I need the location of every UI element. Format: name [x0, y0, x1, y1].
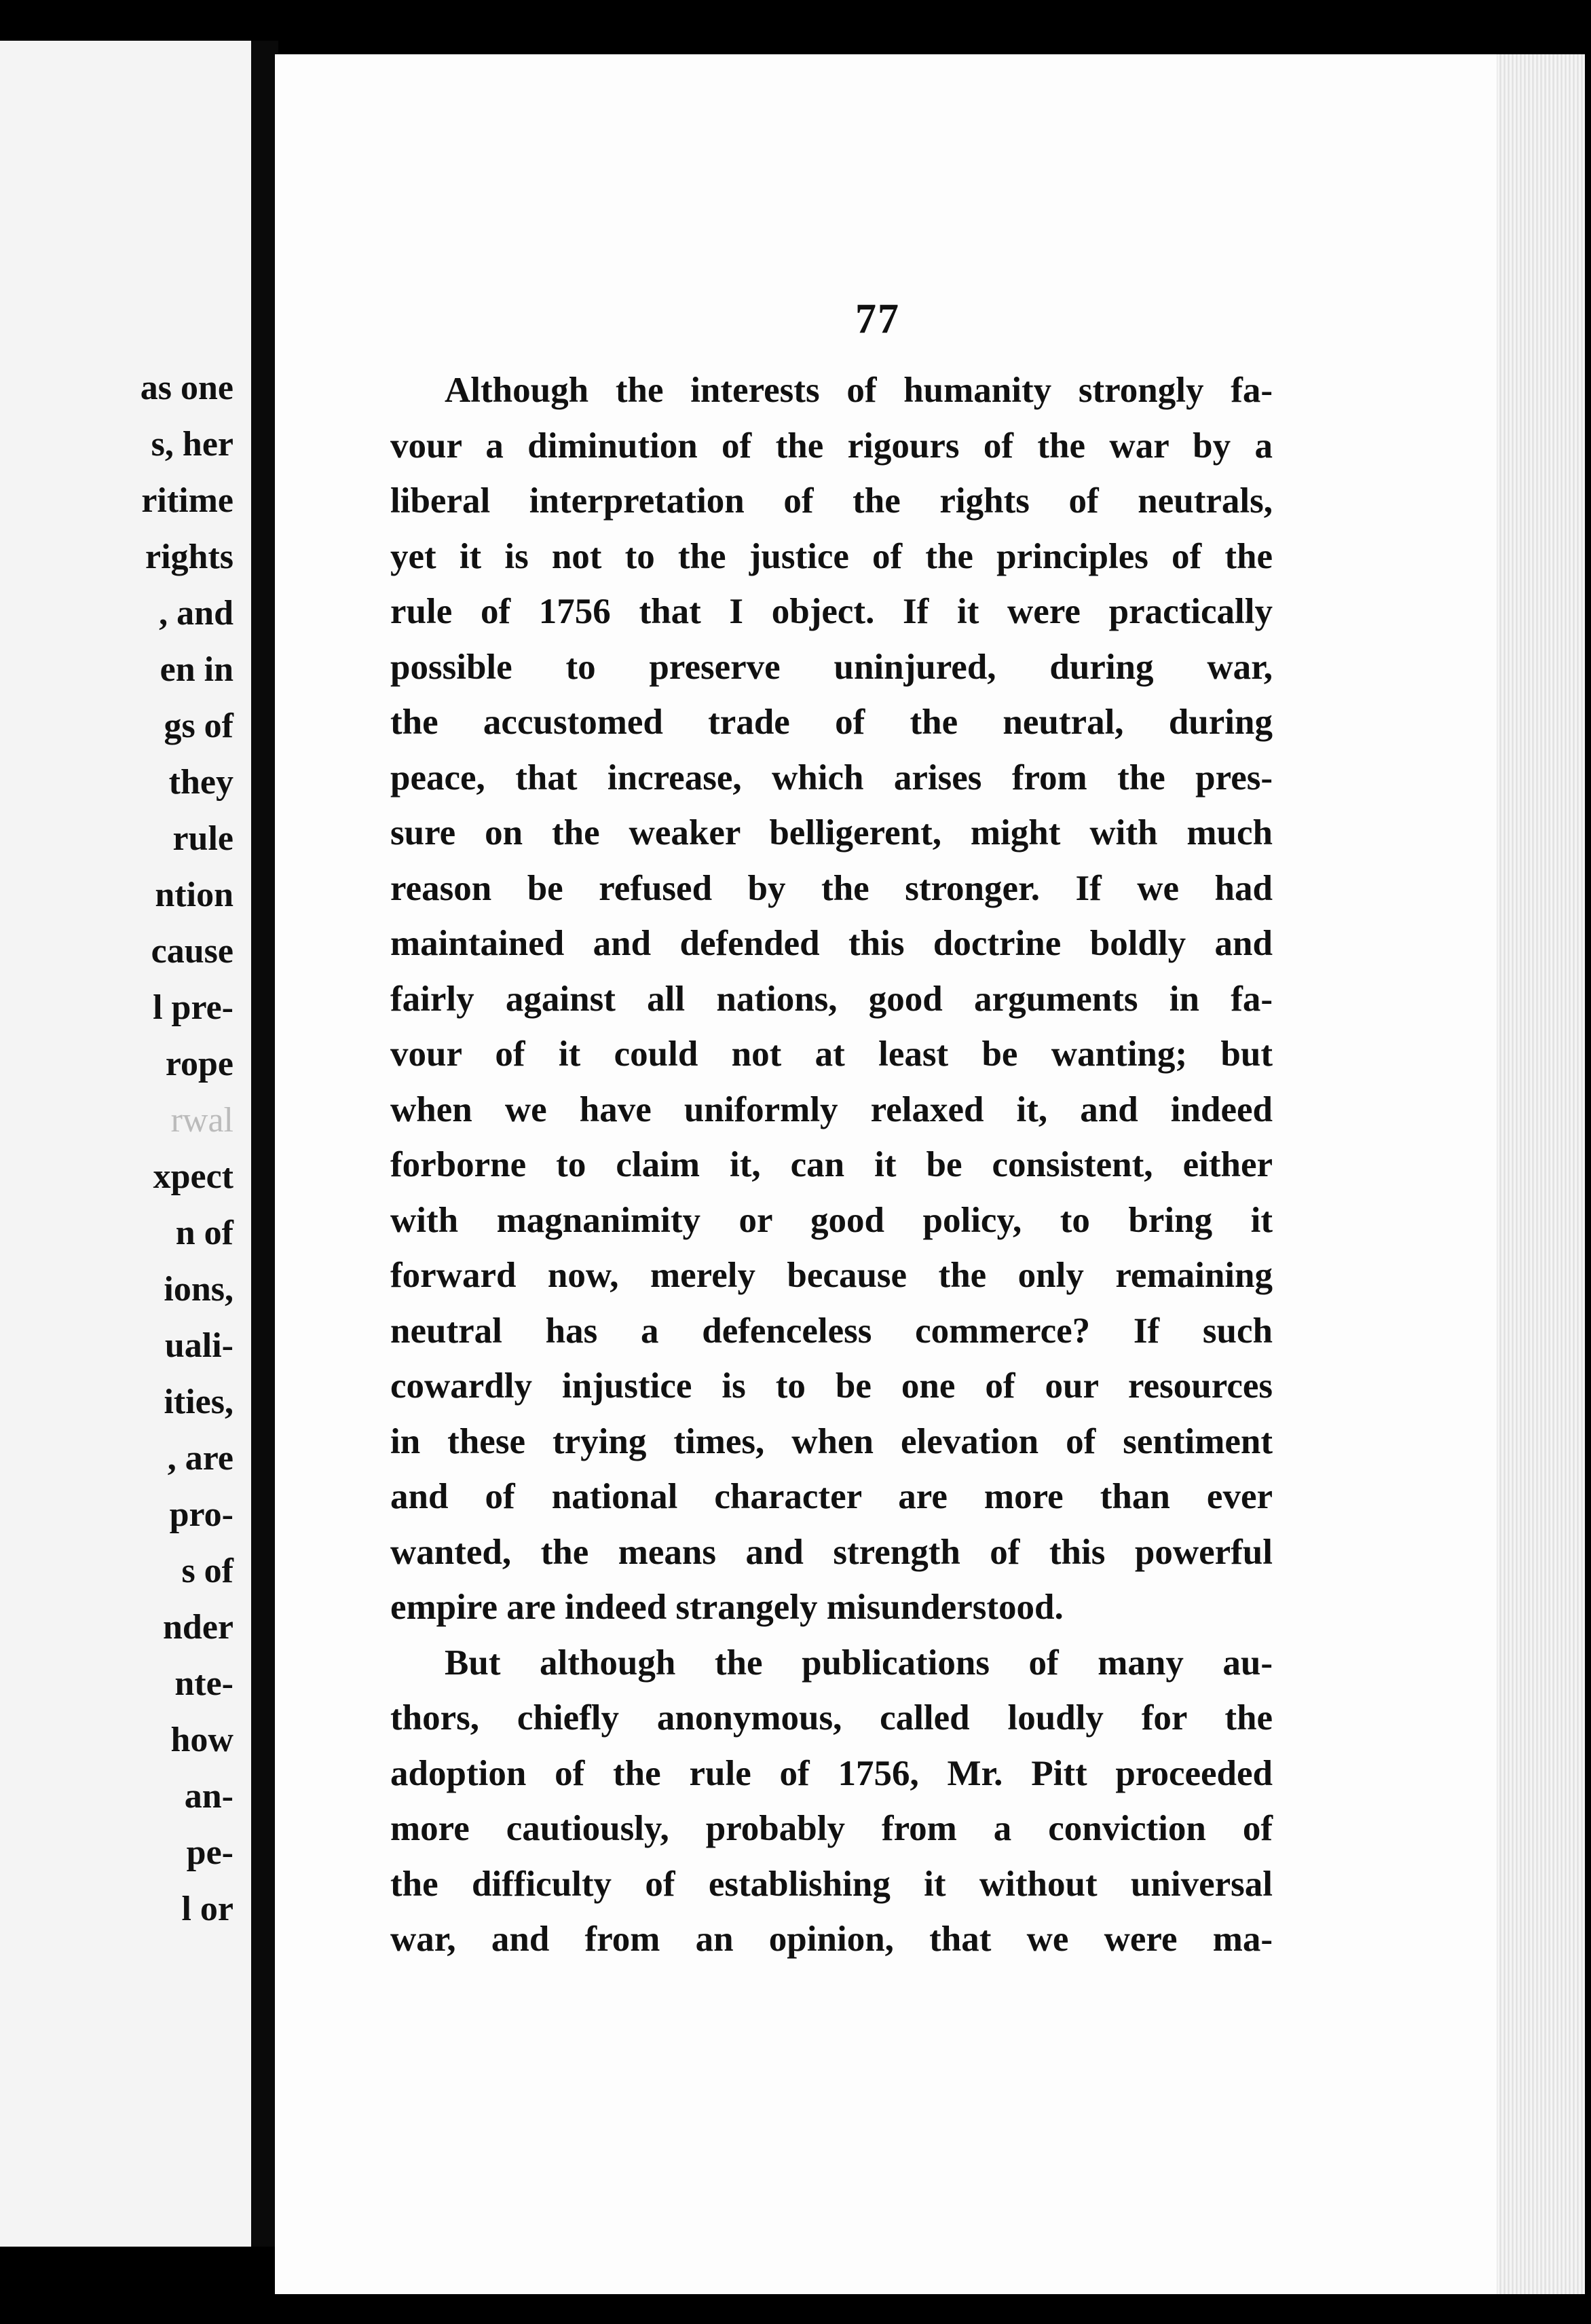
text-line: liberal interpretation of the rights of neutrals, — [390, 481, 1273, 521]
facing-line: l or — [181, 1890, 233, 1928]
text-line: wanted, the means and strength of this powerful — [390, 1532, 1273, 1572]
facing-line: rights — [145, 538, 233, 576]
book-gutter — [251, 41, 278, 2247]
text-line: forward now, merely because the only remaining — [390, 1256, 1273, 1295]
text-line: war, and from an opinion, that we were ma- — [390, 1919, 1273, 1959]
facing-line: ities, — [164, 1383, 233, 1421]
text-line: empire are indeed strangely misunderstood. — [390, 1588, 1064, 1627]
text-line: Although the interests of humanity strongly fa- — [445, 371, 1273, 410]
text-line: fairly against all nations, good arguments in fa- — [390, 979, 1273, 1019]
facing-line: rule — [172, 819, 233, 858]
facing-line: rwal — [170, 1101, 233, 1140]
text-line: sure on the weaker belligerent, might with much — [390, 813, 1273, 852]
facing-line: rope — [165, 1045, 233, 1083]
text-line: in these trying times, when elevation of sentiment — [390, 1421, 1273, 1461]
text-line: yet it is not to the justice of the principles of the — [390, 536, 1273, 576]
text-line: vour of it could not at least be wanting; but — [390, 1034, 1273, 1074]
text-line: adoption of the rule of 1756, Mr. Pitt proceeded — [390, 1753, 1273, 1793]
text-line: when we have uniformly relaxed it, and indeed — [390, 1089, 1273, 1129]
facing-line: how — [170, 1721, 233, 1759]
facing-line: xpect — [153, 1157, 233, 1196]
text-line: cowardly injustice is to be one of our resources — [390, 1366, 1273, 1406]
facing-line: s, her — [151, 425, 233, 464]
text-line: maintained and defended this doctrine boldly and — [390, 924, 1273, 963]
text-line: But although the publications of many au- — [445, 1643, 1273, 1683]
facing-line: , and — [159, 594, 233, 633]
text-line: with magnanimity or good policy, to bring it — [390, 1200, 1273, 1240]
text-line: reason be refused by the stronger. If we had — [390, 868, 1273, 908]
text-line: rule of 1756 that I object. If it were practically — [390, 592, 1273, 631]
facing-line: pe- — [186, 1833, 233, 1872]
facing-page-text — [141, 360, 233, 1937]
text-line: the accustomed trade of the neutral, during — [390, 702, 1273, 742]
text-line: thors, chiefly anonymous, called loudly for the — [390, 1698, 1273, 1738]
facing-line: n of — [175, 1214, 233, 1252]
facing-line: ritime — [141, 481, 233, 520]
facing-line: they — [168, 763, 233, 802]
body-text — [390, 363, 1585, 1968]
text-line: peace, that increase, which arises from the pres- — [390, 757, 1273, 798]
facing-line: an- — [184, 1777, 233, 1816]
text-line: vour a diminution of the rigours of the war by a — [390, 426, 1273, 466]
text-line: and of national character are more than ever — [390, 1477, 1273, 1516]
text-line: neutral has a defenceless commerce? If such — [390, 1311, 1273, 1351]
facing-line: uali- — [164, 1326, 233, 1365]
facing-line: gs of — [164, 707, 233, 745]
facing-line: ions, — [164, 1270, 233, 1309]
facing-page-left — [0, 41, 251, 2247]
facing-line: nte- — [174, 1664, 233, 1703]
facing-line: ntion — [155, 876, 233, 914]
facing-line: l pre- — [153, 988, 233, 1027]
text-line: forborne to claim it, can it be consistent, either — [390, 1145, 1273, 1184]
facing-line: en in — [160, 650, 233, 689]
text-line: possible to preserve uninjured, during war, — [390, 647, 1273, 687]
facing-line: nder — [163, 1608, 233, 1647]
facing-line: as one — [140, 369, 233, 407]
facing-line: s of — [181, 1552, 233, 1590]
main-page — [275, 54, 1585, 2294]
text-line: more cautiously, probably from a conviction of — [390, 1809, 1273, 1848]
text-line: the difficulty of establishing it without universal — [390, 1864, 1273, 1904]
facing-line: pro- — [169, 1495, 233, 1534]
facing-line: cause — [151, 932, 233, 971]
facing-line: , are — [167, 1439, 233, 1478]
page-number: 77 — [855, 296, 900, 342]
